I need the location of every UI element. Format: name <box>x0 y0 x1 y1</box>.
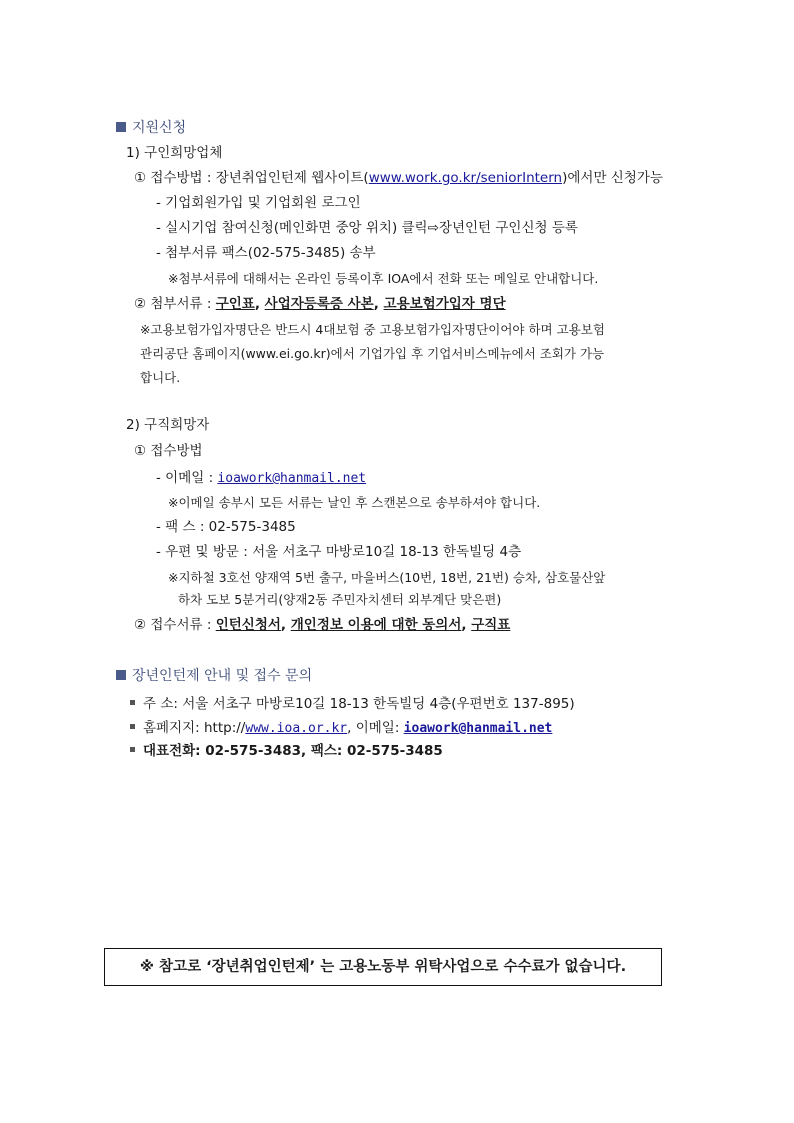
bullet-icon <box>130 747 135 752</box>
square-bullet-icon <box>116 670 126 680</box>
bullet-icon <box>130 700 135 705</box>
employer-step: - 실시기업 참여신청(메인화면 중앙 위치) 클릭⇨장년인턴 구인신청 등록 <box>156 220 578 236</box>
doc-item: 사업자등록증 사본 <box>264 296 374 312</box>
support-heading: 지원신청 <box>116 118 186 138</box>
doc-item: 인턴신청서 <box>215 617 281 633</box>
contact-homepage: 홈페지지: http://www.ioa.or.kr, 이메일: ioawork@hanmail.net <box>130 718 552 739</box>
employer-step: - 첨부서류 팩스(02-575-3485) 송부 <box>156 245 376 261</box>
seeker-docs: ② 접수서류 : 인턴신청서, 개인정보 이용에 대한 동의서, 구직표 <box>134 617 511 633</box>
doc-item: 구인표 <box>215 296 255 312</box>
visit-note-line: 하차 도보 5분거리(양재2동 주민자치센터 외부계단 맞은편) <box>178 592 502 607</box>
seeker-email: - 이메일 : ioawork@hanmail.net <box>156 470 367 486</box>
visit-note-line: ※지하철 3호선 양재역 5번 출구, 마을버스(10번, 18번, 21번) 승차, 삼호물산앞 <box>168 570 606 585</box>
docs-note-line: 관리공단 홈페이지(www.ei.go.kr)에서 기업가입 후 기업서비스메뉴에서 조회가 가능 <box>140 346 605 361</box>
seeker-visit: - 우편 및 방문 : 서울 서초구 마방로10길 18-13 한독빌딩 4층 <box>156 544 522 560</box>
contact-phone: 대표전화: 02-575-3483, 팩스: 02-575-3485 <box>130 741 443 761</box>
contact-heading: 장년인턴제 안내 및 접수 문의 <box>116 666 312 686</box>
seeker-fax: - 팩 스 : 02-575-3485 <box>156 519 296 535</box>
senior-intern-link[interactable]: www.work.go.kr/seniorIntern <box>368 170 563 186</box>
doc-item: 구직표 <box>471 617 511 633</box>
employer-docs: ② 첨부서류 : 구인표, 사업자등록증 사본, 고용보험가입자 명단 <box>134 296 506 312</box>
doc-item: 개인정보 이용에 대한 동의서 <box>290 617 462 633</box>
employer-title: 1) 구인희망업체 <box>126 145 223 161</box>
seeker-title: 2) 구직희망자 <box>126 417 210 433</box>
docs-note-line: 합니다. <box>140 370 181 385</box>
contact-email-link[interactable]: ioawork@hanmail.net <box>403 721 553 736</box>
bullet-icon <box>130 724 135 729</box>
employer-method: ① 접수방법 : 장년취업인턴제 웹사이트(www.work.go.kr/seniorIntern)에서만 신청가능 <box>134 170 663 186</box>
employer-steps-note: ※첨부서류에 대해서는 온라인 등록이후 IOA에서 전화 또는 메일로 안내합니다. <box>168 271 599 286</box>
seeker-method-title: ① 접수방법 <box>134 443 203 459</box>
contact-address: 주 소: 서울 서초구 마방로10길 18-13 한독빌딩 4층(우편번호 137-895) <box>130 694 575 714</box>
seeker-email-link[interactable]: ioawork@hanmail.net <box>217 471 367 486</box>
employer-step: - 기업회원가입 및 기업회원 로그인 <box>156 195 361 211</box>
docs-note-line: ※고용보험가입자명단은 반드시 4대보험 중 고용보험가입자명단이어야 하며 고용보험 <box>140 322 605 337</box>
doc-item: 고용보험가입자 명단 <box>383 296 506 312</box>
homepage-link[interactable]: www.ioa.or.kr <box>245 721 348 736</box>
square-bullet-icon <box>116 122 126 132</box>
seeker-email-note: ※이메일 송부시 모든 서류는 날인 후 스캔본으로 송부하셔야 합니다. <box>168 495 541 510</box>
notice-box: ※ 참고로 ‘장년취업인턴제’ 는 고용노동부 위탁사업으로 수수료가 없습니다. <box>104 948 662 986</box>
